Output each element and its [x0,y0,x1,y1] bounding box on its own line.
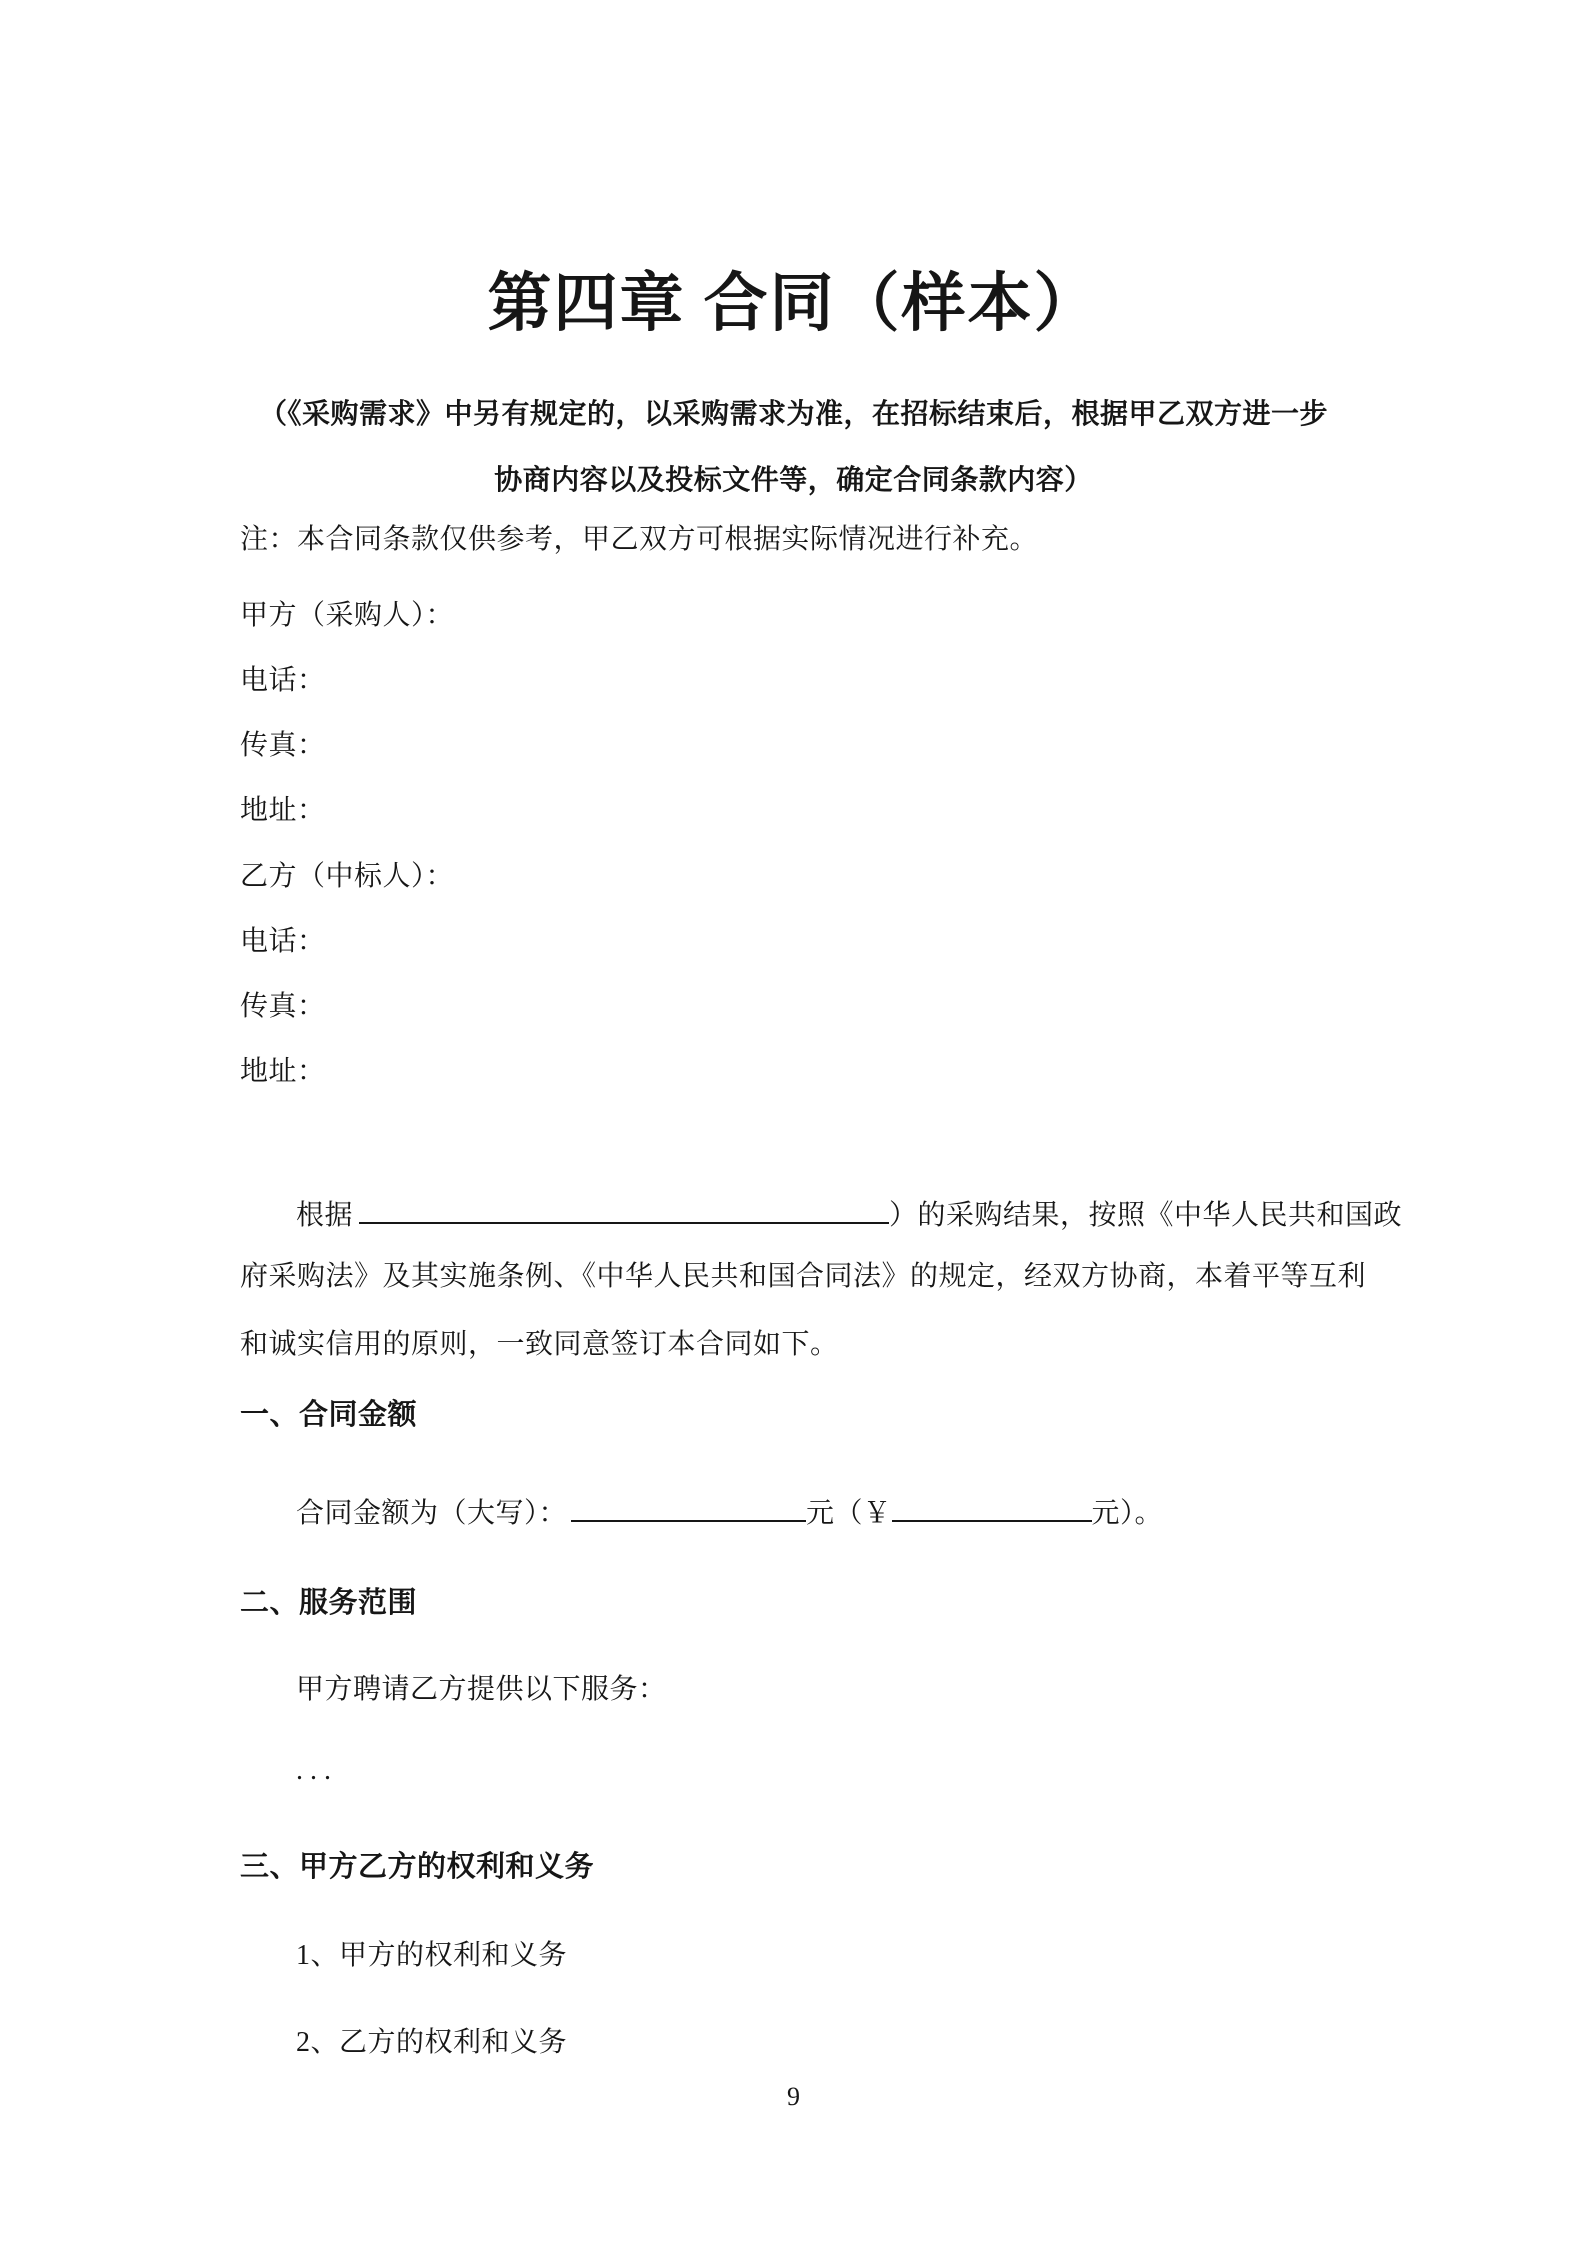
section-heading-service-scope: 二、服务范围 [240,1587,418,1619]
party-b-phone-line: 电话： [240,926,326,957]
rights-item-party-a: 1、甲方的权利和义务 [296,1940,568,1971]
party-a-address-line: 地址： [240,795,326,826]
party-a-fax-line: 传真： [240,730,326,761]
section-heading-contract-amount: 一、合同金额 [240,1399,418,1431]
rights-item-party-b: 2、乙方的权利和义务 [296,2027,568,2058]
basis-paragraph-line-3: 和诚实信用的原则，一致同意签订本合同如下。 [240,1329,839,1360]
service-scope-body-line: 甲方聘请乙方提供以下服务： [296,1674,667,1705]
amount-words-fill-in-underline [571,1490,806,1522]
amount-prefix-text: 合同金额为（大写）： [296,1498,568,1529]
chapter-title: 第四章 合同（样本） [487,268,1100,339]
note-line: 注：本合同条款仅供参考，甲乙双方可根据实际情况进行补充。 [240,524,1039,555]
page-number: 9 [787,2082,800,2111]
amount-suffix-text: 元）。 [1091,1498,1164,1529]
contract-amount-line [296,1490,1163,1533]
party-a-phone-line: 电话： [240,665,326,696]
amount-figures-fill-in-underline [892,1490,1092,1522]
basis-paragraph-line-1 [296,1192,1402,1235]
basis-paragraph-line-2: 府采购法》及其实施条例、《中华人民共和国合同法》的规定，经双方协商，本着平等互利 [240,1261,1367,1292]
section-heading-rights-obligations: 三、甲方乙方的权利和义务 [240,1851,595,1883]
party-a-name-line: 甲方（采购人）： [240,600,455,631]
subtitle-line-2: 协商内容以及投标文件等，确定合同条款内容） [494,465,1093,496]
subtitle-line-1: （《采购需求》中另有规定的，以采购需求为准，在招标结束后，根据甲乙双方进一步 [258,399,1328,430]
basis-fill-in-underline [359,1192,889,1224]
party-b-name-line: 乙方（中标人）： [240,861,455,892]
basis-suffix-text: ）的采购结果，按照《中华人民共和国政 [889,1200,1403,1231]
party-b-address-line: 地址： [240,1056,326,1087]
amount-mid-text: 元（￥ [806,1498,892,1529]
service-scope-ellipsis: ... [296,1755,338,1786]
party-b-fax-line: 传真： [240,991,326,1022]
basis-prefix-text: 根据 [296,1200,354,1231]
